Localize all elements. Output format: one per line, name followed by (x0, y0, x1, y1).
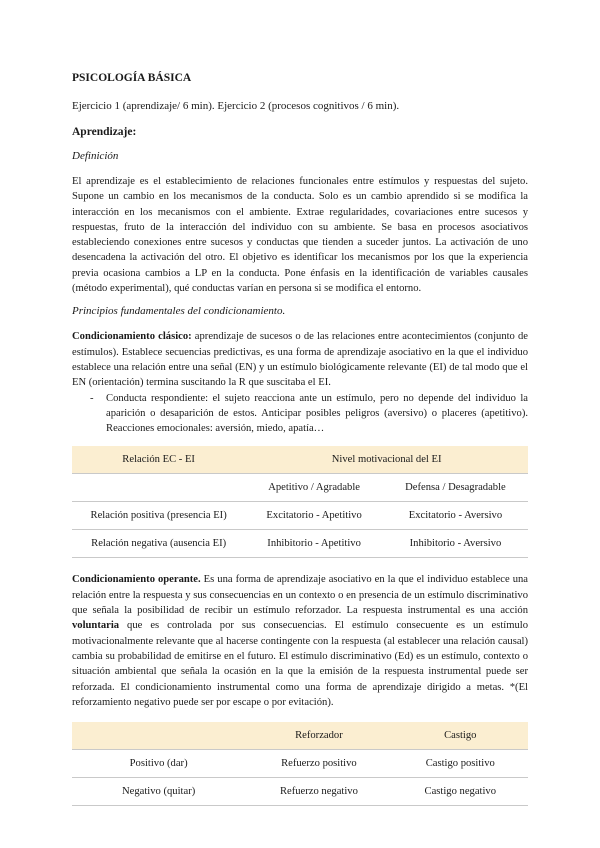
table-header-cell: Nivel motivacional del EI (245, 446, 528, 474)
table-header-cell (72, 722, 245, 750)
table-cell: Excitatorio - Apetitivo (245, 502, 383, 530)
table-header-row (72, 446, 528, 474)
table-cell: Positivo (dar) (72, 750, 245, 778)
table-row (72, 502, 528, 530)
table-cell: Refuerzo negativo (245, 778, 392, 806)
classical-paragraph (72, 329, 528, 390)
table-cell: Negativo (quitar) (72, 778, 245, 806)
table-row (72, 750, 528, 778)
table-cell: Relación negativa (ausencia EI) (72, 530, 245, 558)
table-subheader-row (72, 474, 528, 502)
table-cell (72, 474, 245, 502)
operant-table (72, 722, 528, 806)
bullet-text: Conducta respondiente: el sujeto reacciona ante un estímulo, pero no depende del individuo la aparición o desaparición de estos. Anticipar posibles peligros (aversivo) o placeres (apetitivo). Reacciones emocionales: aversión, miedo, apatía… (106, 392, 528, 435)
table-header-cell: Castigo (393, 722, 528, 750)
table-cell: Castigo negativo (393, 778, 528, 806)
table-row (72, 530, 528, 558)
classical-text: aprendizaje de sucesos o de las relaciones entre acontecimientos (conjunto de estímulos). Establece secuencias predictivas, es una forma de aprendizaje asociativo en la que el individuo establece una relación entre una señal (EN) y un estímulo biológicamente relevante (EI) de tal modo que el EN (orientación) termina suscitando la R que suscitaba el EI. (72, 331, 528, 389)
definition-heading: Definición (72, 150, 119, 162)
table-header-cell: Reforzador (245, 722, 392, 750)
table-cell: Castigo positivo (393, 750, 528, 778)
exercises-line: Ejercicio 1 (aprendizaje/ 6 min). Ejercicio 2 (procesos cognitivos / 6 min). (72, 100, 400, 112)
table-cell: Inhibitorio - Aversivo (383, 530, 528, 558)
table-header-cell: Relación EC - EI (72, 446, 245, 474)
principles-heading: Principios fundamentales del condicionamiento. (72, 305, 286, 318)
list-item (72, 391, 528, 437)
table-cell: Apetitivo / Agradable (245, 474, 383, 502)
operant-text-1: Es una forma de aprendizaje asociativo en la que el individuo establece una relación entre la respuesta y sus consecuencias en un contexto o en presencia de un estímulo discriminativo que señala la posibilidad de recibir un estímulo reforzador. La respuesta instrumental es una acción (72, 574, 528, 617)
operant-bold-word: voluntaria (72, 620, 120, 632)
classical-bullet-list (72, 391, 528, 437)
operant-text-2: que es controlada por sus consecuencias. El estímulo consecuente es un estímulo motivacionalmente relevante que al hacerse contingente con la respuesta (al establecer una relación causal) cambia su probabilidad de emitirse en el futuro. El estímulo discriminativo (Ed) es un estímulo, contexto o situación ambiental que señala la ocasión en la que la emisión de la respuesta instrumental puede ser reforzada. El condicionamiento instrumental como una forma de aprendizaje dirigido a metas. *(El reforzamiento negativo puede ser por escape o por evitación). (72, 620, 528, 708)
operant-paragraph (72, 572, 528, 710)
document-title: PSICOLOGÍA BÁSICA (72, 72, 192, 84)
table-cell: Refuerzo positivo (245, 750, 392, 778)
table-cell: Excitatorio - Aversivo (383, 502, 528, 530)
section-heading: Aprendizaje: (72, 126, 137, 138)
table-header-row (72, 722, 528, 750)
table-cell: Defensa / Desagradable (383, 474, 528, 502)
operant-label: Condicionamiento operante. (72, 574, 201, 586)
table-row (72, 778, 528, 806)
classical-label: Condicionamiento clásico: (72, 331, 192, 343)
bullet-dash: - (90, 392, 94, 404)
definition-paragraph: El aprendizaje es el establecimiento de relaciones funcionales entre estímulos y respuestas del sujeto. Supone un cambio en los mecanismos de la conducta. Solo es un cambio aprendido si se modifica la interacción en los mecanismos con el ambiente. Extrae regularidades, covariaciones entre sucesos y respuestas, fruto de la interacción del individuo con su ambiente. Se basa en procesos asociativos estableciendo conexiones entre sucesos y conductas que tienden a suceder juntos. La activación de uno desencadena la activación del otro. El objetivo es identificar los mecanismos por los que la experiencia previa ocasiona cambios a LP en la conducta. Pone énfasis en la identificación de variables causales (método experimental), qué conductas varían en persona si se modifica el entorno. (72, 176, 528, 295)
table-cell: Relación positiva (presencia EI) (72, 502, 245, 530)
table-cell: Inhibitorio - Apetitivo (245, 530, 383, 558)
classical-table (72, 446, 528, 558)
